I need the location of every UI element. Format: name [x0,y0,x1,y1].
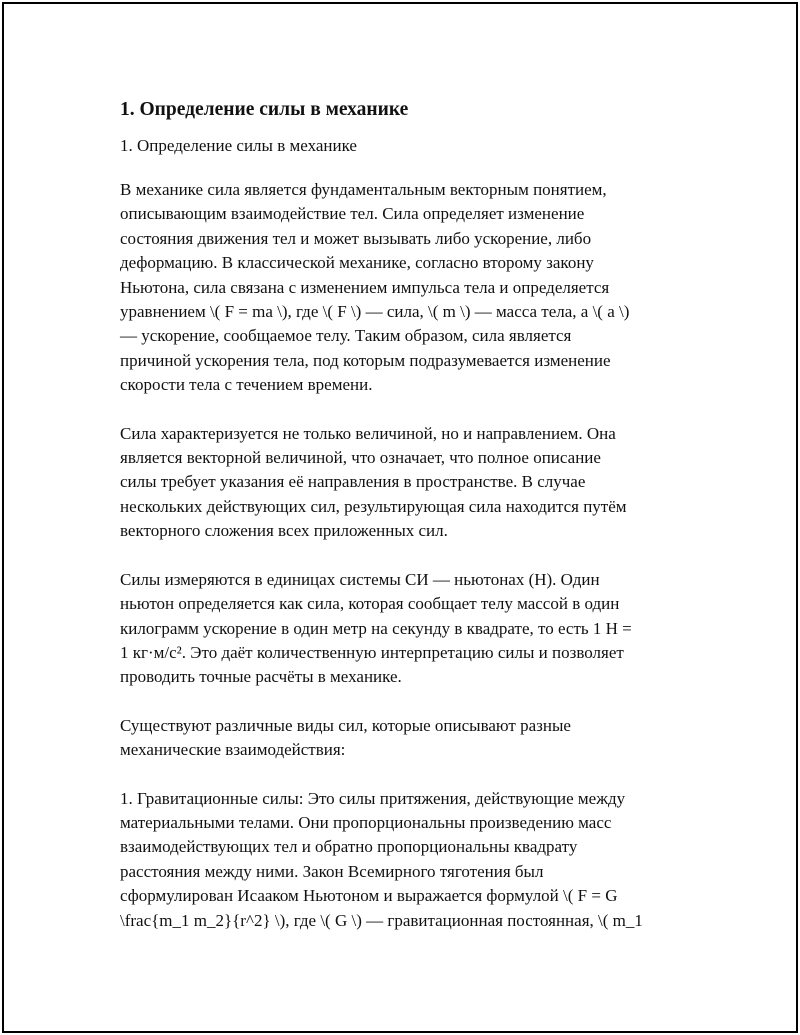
text-line: Силы измеряются в единицах системы СИ — ньютонах (Н). Один [120,569,600,589]
text-line: силы требует указания её направления в пространстве. В случае [120,472,586,492]
page-frame [2,2,798,1033]
text-line: ньютон определяется как сила, которая сообщает телу массой в один [120,594,620,614]
paragraph [120,714,690,763]
text-line: описывающим взаимодействие тел. Сила определяет изменение [120,204,585,224]
text-line: Ньютона, сила связана с изменением импульса тела и определяется [120,277,610,297]
text-line: 1 кг·м/с². Это даёт количественную интерпретацию силы и позволяет [120,642,624,662]
paragraph [120,178,690,398]
section-subtitle: 1. Определение силы в механике [120,136,357,155]
text-line: Существуют различные виды сил, которые описывают разные [120,715,571,735]
text-line: 1. Гравитационные силы: Это силы притяжения, действующие между [120,788,626,808]
text-line: \frac{m_1 m_2}{r^2} \), где \( G \) — гравитационная постоянная, \( m_1 [120,910,643,930]
text-line: векторного сложения всех приложенных сил. [120,521,448,541]
text-line: В механике сила является фундаментальным векторным понятием, [120,180,607,199]
paragraph [120,422,690,544]
text-line: деформацию. В классической механике, согласно второму закону [120,253,594,273]
text-line: Сила характеризуется не только величиной, но и направлением. Она [120,423,616,443]
text-line: — ускорение, сообщаемое телу. Таким образом, сила является [120,326,572,346]
text-line: уравнением \( F = ma \), где \( F \) — сила, \( m \) — масса тела, а \( a \) [120,302,630,322]
text-line: состояния движения тел и может вызывать либо ускорение, либо [120,228,592,248]
paragraph [120,568,690,690]
text-line: механические взаимодействия: [120,740,346,760]
page-title: 1. Определение силы в механике [120,99,409,120]
text-line: причиной ускорения тела, под которым подразумевается изменение [120,350,611,370]
text-line: взаимодействующих тел и обратно пропорциональны квадрату [120,837,578,857]
paragraph [120,787,690,933]
text-line: нескольких действующих сил, результирующая сила находится путём [120,496,627,516]
text-line: материальными телами. Они пропорциональны произведению масс [120,812,612,832]
text-line: проводить точные расчёты в механике. [120,667,402,687]
text-line: сформулирован Исааком Ньютоном и выражается формулой \( F = G [120,886,618,906]
text-line: килограмм ускорение в один метр на секунду в квадрате, то есть 1 Н = [120,618,632,638]
text-line: скорости тела с течением времени. [120,375,373,395]
paragraph-list [120,178,690,933]
text-line: является векторной величиной, что означает, что полное описание [120,448,601,468]
document-body [120,97,690,957]
text-line: расстояния между ними. Закон Всемирного тяготения был [120,861,544,881]
